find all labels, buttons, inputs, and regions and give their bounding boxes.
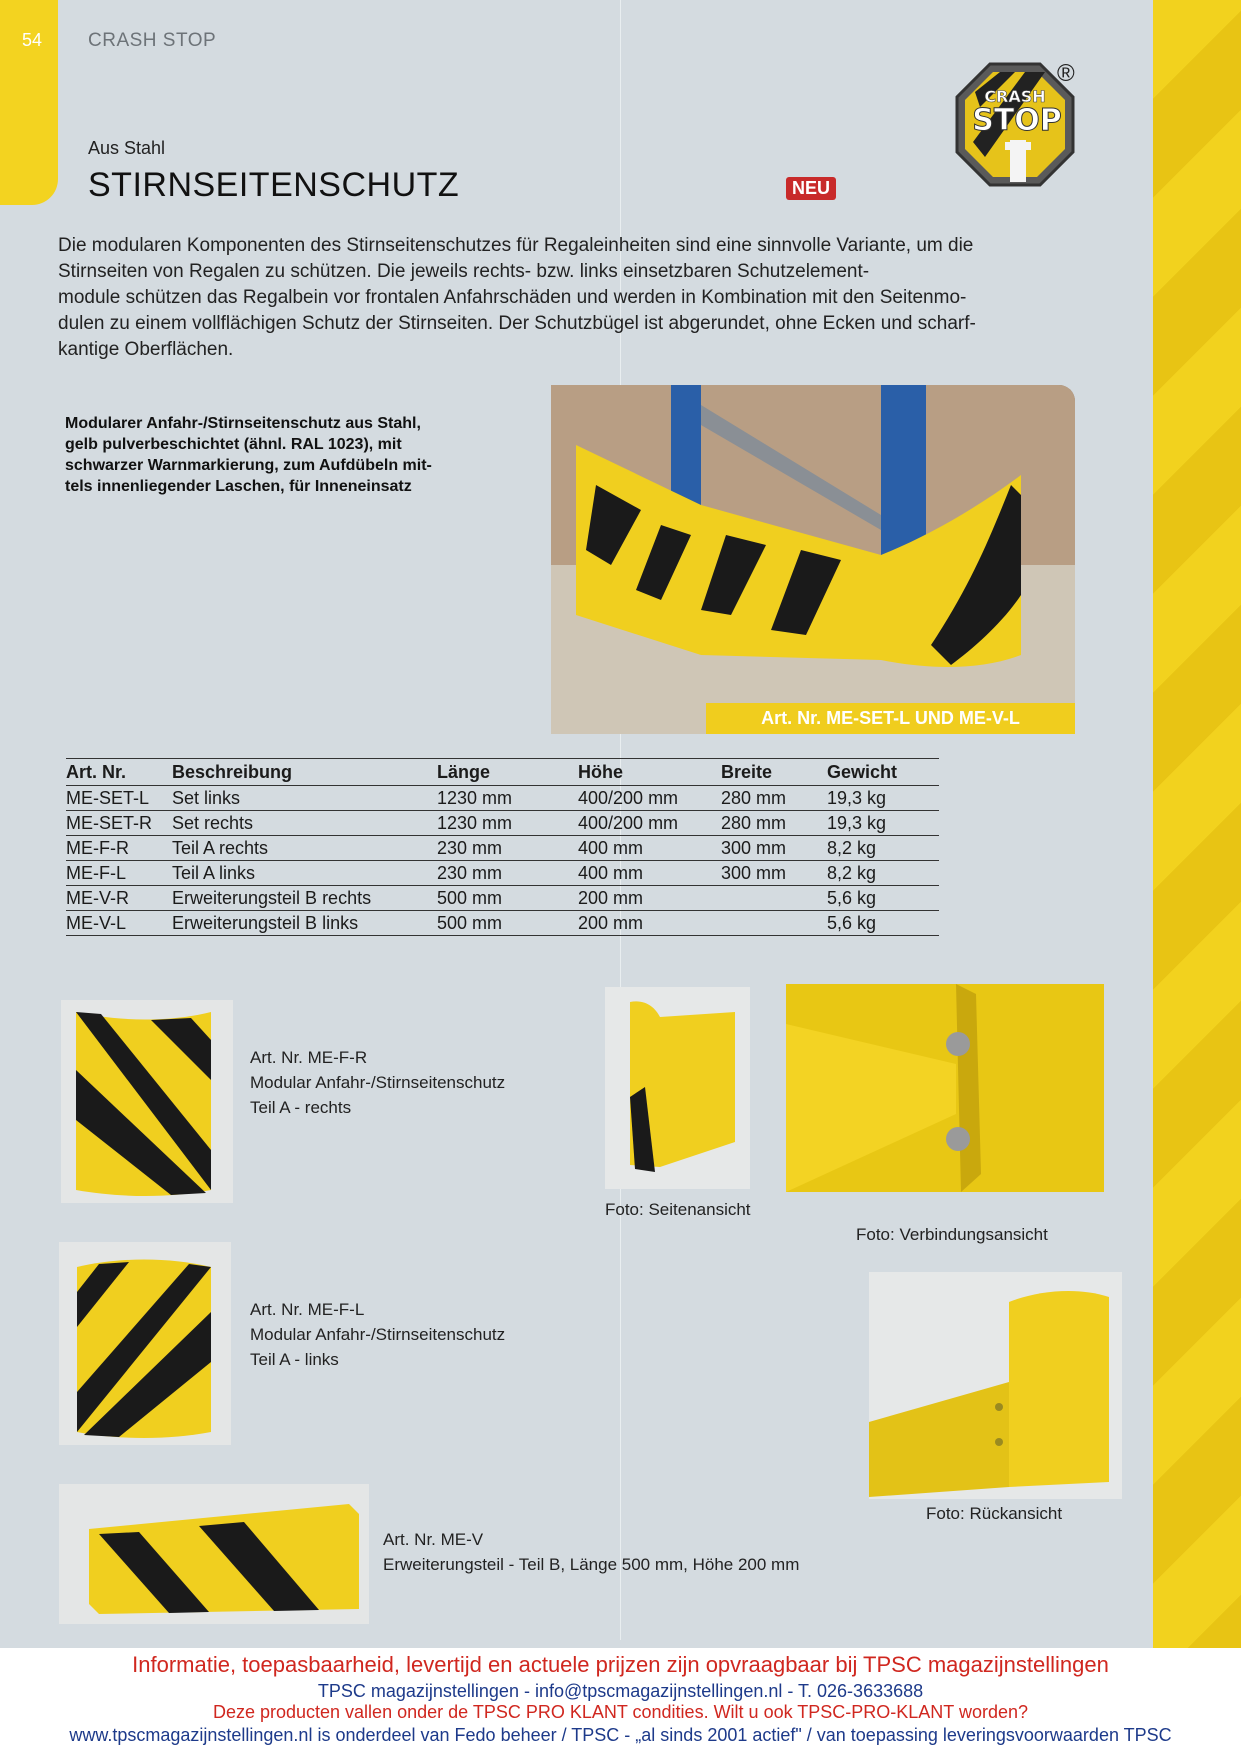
- footer-contact-line: TPSC magazijnstellingen - info@tpscmagazijnstellingen.nl - T. 026-3633688: [317, 1681, 924, 1701]
- table-cell: [721, 911, 827, 936]
- table-cell: Erweiterungsteil B rechts: [172, 886, 437, 911]
- intro-line: dulen zu einem vollflächigen Schutz der Stirnseiten. Der Schutzbügel ist abgerundet, ohne Ecken und scharf-: [58, 313, 976, 334]
- footer-website-line: www.tpscmagazijnstellingen.nl is onderdeel van Fedo beheer / TPSC - „al sinds 2001 actief" / van toepassing leveringsvoorwaarden TPSC: [69, 1725, 1172, 1745]
- table-cell: 230 mm: [437, 836, 578, 861]
- page-title: STIRNSEITENSCHUTZ: [88, 166, 460, 204]
- table-cell: 8,2 kg: [827, 861, 939, 886]
- table-cell: 280 mm: [721, 811, 827, 836]
- product-caption-me-f-l: [250, 1297, 505, 1372]
- table-cell: Set rechts: [172, 811, 437, 836]
- connection-view-caption: Foto: Verbindungsansicht: [856, 1225, 1048, 1244]
- table-cell: 280 mm: [721, 786, 827, 811]
- table-cell: 500 mm: [437, 911, 578, 936]
- table-cell: 19,3 kg: [827, 811, 939, 836]
- feature-line: schwarzer Warnmarkierung, zum Aufdübeln mit-: [65, 457, 432, 474]
- table-cell: 300 mm: [721, 861, 827, 886]
- column-header: Länge: [437, 759, 578, 786]
- table-row: [66, 886, 939, 911]
- table-cell: 400 mm: [578, 836, 721, 861]
- page-number: 54: [22, 30, 43, 50]
- column-header: Breite: [721, 759, 827, 786]
- table-row: [66, 911, 939, 936]
- table-cell: 5,6 kg: [827, 911, 939, 936]
- caption-line: Modular Anfahr-/Stirnseitenschutz: [250, 1325, 506, 1344]
- table-cell: ME-F-R: [66, 836, 172, 861]
- side-view-photo: [605, 987, 750, 1189]
- table-cell: 1230 mm: [437, 811, 578, 836]
- back-view-photo: [869, 1272, 1122, 1499]
- table-cell: 8,2 kg: [827, 836, 939, 861]
- feature-description: [65, 413, 485, 497]
- table-cell: ME-F-L: [66, 861, 172, 886]
- table-row: [66, 786, 939, 811]
- caption-line: Modular Anfahr-/Stirnseitenschutz: [250, 1073, 506, 1092]
- column-header: Höhe: [578, 759, 721, 786]
- table-cell: 500 mm: [437, 886, 578, 911]
- product-photo-me-f-r: [61, 1000, 233, 1203]
- table-cell: ME-SET-L: [66, 786, 172, 811]
- table-header-row: [66, 759, 939, 786]
- table-cell: 300 mm: [721, 836, 827, 861]
- main-product-photo: [551, 385, 1075, 734]
- caption-line: Erweiterungsteil - Teil B, Länge 500 mm, Höhe 200 mm: [383, 1555, 800, 1574]
- table-cell: Teil A links: [172, 861, 437, 886]
- table-cell: 400/200 mm: [578, 811, 721, 836]
- intro-line: module schützen das Regalbein vor frontalen Anfahrschäden und werden in Kombination mit den Seitenmo-: [58, 287, 967, 308]
- table-cell: 5,6 kg: [827, 886, 939, 911]
- table-cell: 1230 mm: [437, 786, 578, 811]
- table-row: [66, 811, 939, 836]
- table-cell: [721, 886, 827, 911]
- caption-line: Teil A - links: [250, 1350, 339, 1369]
- table-cell: Erweiterungsteil B links: [172, 911, 437, 936]
- registered-mark: ®: [1057, 60, 1075, 87]
- decorative-stripe-band: [1153, 0, 1241, 1755]
- product-caption-me-v: [383, 1527, 799, 1577]
- intro-line: Stirnseiten von Regalen zu schützen. Die jeweils rechts- bzw. links einsetzbaren Schutzelement-: [58, 261, 870, 282]
- product-photo-me-v: [59, 1484, 369, 1624]
- intro-line: kantige Oberflächen.: [58, 339, 234, 360]
- table-cell: 400/200 mm: [578, 786, 721, 811]
- spec-table: [66, 758, 939, 936]
- logo-text-crash: CRASH: [984, 87, 1046, 106]
- table-cell: 200 mm: [578, 911, 721, 936]
- product-caption-me-f-r: [250, 1045, 505, 1120]
- caption-line: Teil A - rechts: [250, 1098, 352, 1117]
- back-view-caption: Foto: Rückansicht: [926, 1504, 1063, 1523]
- table-cell: Set links: [172, 786, 437, 811]
- footer-conditions-line: Deze producten vallen onder de TPSC PRO KLANT condities. Wilt u ook TPSC-PRO-KLANT worden?: [212, 1702, 1029, 1722]
- table-cell: 400 mm: [578, 861, 721, 886]
- logo-text-stop: STOP: [972, 103, 1062, 138]
- feature-line: gelb pulverbeschichtet (ähnl. RAL 1023), mit: [65, 436, 402, 453]
- new-badge: NEU: [786, 177, 836, 200]
- column-header: Beschreibung: [172, 759, 437, 786]
- caption-line: Art. Nr. ME-F-R: [250, 1048, 368, 1067]
- column-header: Art. Nr.: [66, 759, 172, 786]
- table-cell: 19,3 kg: [827, 786, 939, 811]
- column-header: Gewicht: [827, 759, 939, 786]
- section-title: CRASH STOP: [88, 30, 217, 51]
- side-view-caption: Foto: Seitenansicht: [605, 1200, 751, 1219]
- table-cell: 200 mm: [578, 886, 721, 911]
- table-row: [66, 861, 939, 886]
- intro-text: [58, 233, 1058, 363]
- page-subtitle: Aus Stahl: [88, 138, 166, 158]
- product-photo-me-f-l: [59, 1242, 231, 1445]
- intro-line: Die modularen Komponenten des Stirnseitenschutzes für Regaleinheiten sind eine sinnvolle Variante, um die: [58, 235, 974, 256]
- footer-info-line: Informatie, toepasbaarheid, levertijd en actuele prijzen zijn opvraagbaar bij TPSC magazijnstellingen: [132, 1652, 1109, 1677]
- feature-line: Modularer Anfahr-/Stirnseitenschutz aus Stahl,: [65, 415, 421, 432]
- caption-line: Art. Nr. ME-F-L: [250, 1300, 365, 1319]
- main-photo-caption: Art. Nr. ME-SET-L UND ME-V-L: [706, 703, 1075, 734]
- feature-line: tels innenliegender Laschen, für Inneneinsatz: [65, 478, 412, 495]
- table-cell: ME-V-R: [66, 886, 172, 911]
- connection-view-photo: [786, 984, 1104, 1192]
- caption-line: Art. Nr. ME-V: [383, 1530, 484, 1549]
- table-row: [66, 836, 939, 861]
- table-cell: Teil A rechts: [172, 836, 437, 861]
- table-cell: ME-V-L: [66, 911, 172, 936]
- table-cell: ME-SET-R: [66, 811, 172, 836]
- table-cell: 230 mm: [437, 861, 578, 886]
